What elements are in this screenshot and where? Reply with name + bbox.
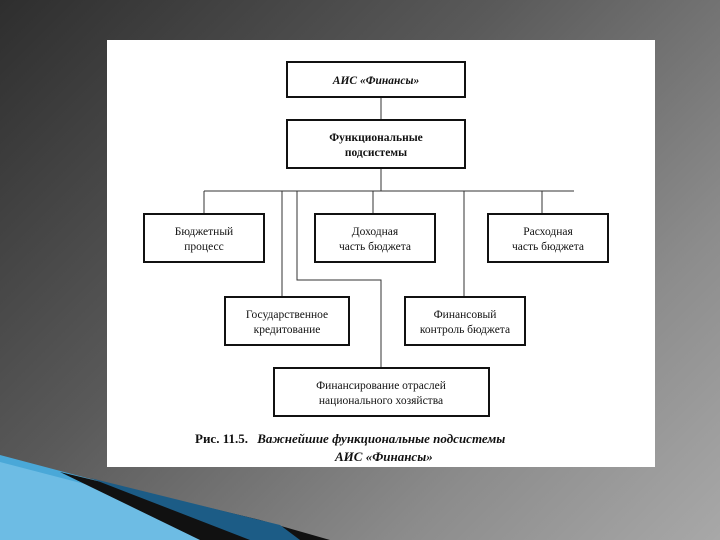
node-state-credit [225, 297, 349, 345]
node-financial-control [405, 297, 525, 345]
node-financing-sectors-line1: Финансирование отраслей [316, 380, 446, 392]
node-revenue-part-line1: Доходная [351, 226, 399, 238]
node-budget-process [144, 214, 264, 262]
node-functional-subsystems-line1: Функциональные [329, 132, 423, 144]
node-budget-process-line2: процесс [184, 241, 224, 253]
node-revenue-part [315, 214, 435, 262]
figure-caption [195, 431, 505, 464]
diagram [107, 40, 655, 467]
figure-panel [107, 40, 655, 467]
node-functional-subsystems [287, 120, 465, 168]
node-state-credit-line2: кредитование [253, 324, 321, 336]
node-financial-control-line1: Финансовый [433, 309, 497, 321]
node-expense-part-line1: Расходная [523, 226, 573, 238]
node-financing-sectors-line2: национального хозяйства [318, 395, 444, 407]
node-budget-process-line1: Бюджетный [174, 226, 234, 238]
node-revenue-part-line2: часть бюджета [338, 241, 412, 253]
caption-line1: Важнейшие функциональные подсистемы [257, 431, 506, 446]
node-ais-finansy-label: АИС «Финансы» [332, 75, 420, 87]
svg-text:Рис. 11.5. Важнейшие ф [195, 431, 505, 446]
node-functional-subsystems-line2: подсистемы [344, 147, 408, 159]
node-expense-part-line2: часть бюджета [511, 241, 585, 253]
node-expense-part [488, 214, 608, 262]
node-state-credit-line1: Государственное [245, 309, 329, 321]
caption-label: Рис. 11.5. [195, 431, 248, 446]
node-financing-sectors [274, 368, 489, 416]
node-financial-control-line2: контроль бюджета [419, 324, 511, 336]
node-ais-finansy [287, 62, 465, 97]
caption-line2: АИС «Финансы» [335, 449, 433, 464]
